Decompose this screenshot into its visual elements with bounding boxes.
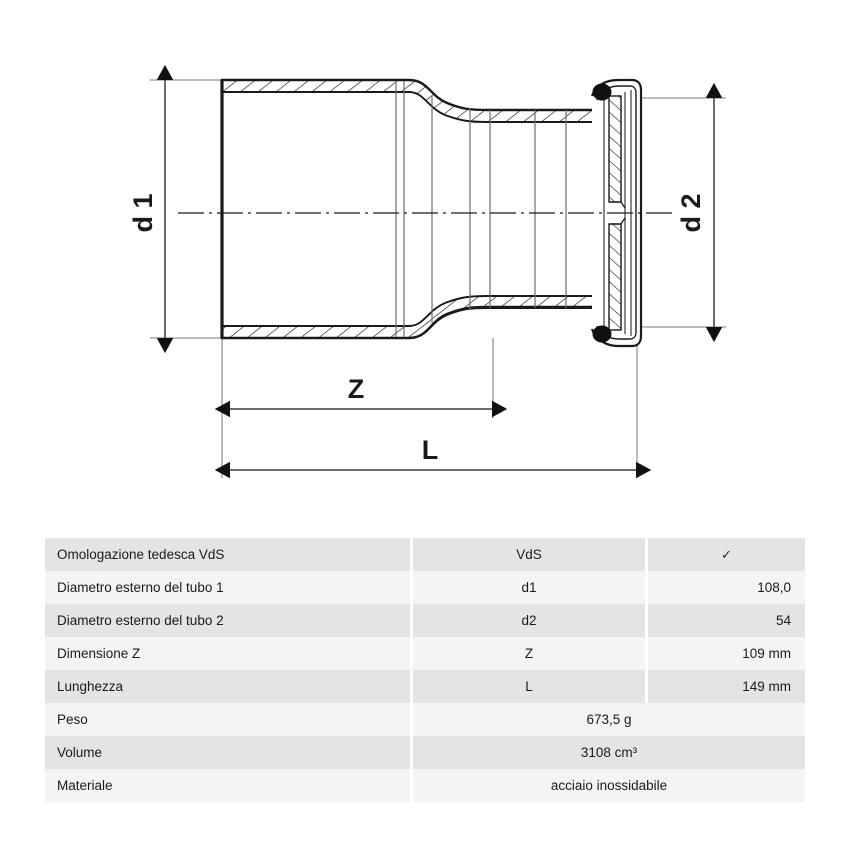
- table-row: [45, 571, 805, 604]
- o-ring-seal-bottom: [593, 326, 611, 342]
- table-row: [45, 538, 805, 571]
- spec-value: 3108 cm³: [413, 736, 805, 769]
- table-row: [45, 703, 805, 736]
- dimension-d2: [676, 98, 714, 327]
- spec-value: 149 mm: [648, 670, 805, 703]
- table-row: [45, 637, 805, 670]
- spec-value: acciaio inossidabile: [413, 769, 805, 802]
- table-row: [45, 736, 805, 769]
- dimension-label-d1: d 1: [128, 193, 158, 233]
- spec-value: 673,5 g: [413, 703, 805, 736]
- spec-label: Omologazione tedesca VdS: [45, 538, 410, 571]
- spec-value: 108,0: [648, 571, 805, 604]
- dimension-label-z: Z: [347, 374, 365, 404]
- spec-symbol: Z: [413, 637, 645, 670]
- dimension-label-l: L: [421, 435, 439, 465]
- table-row: [45, 769, 805, 802]
- dimension-l: [230, 435, 636, 470]
- spec-label: Lunghezza: [45, 670, 410, 703]
- spec-label: Peso: [45, 703, 410, 736]
- spec-value: 109 mm: [648, 637, 805, 670]
- spec-symbol: L: [413, 670, 645, 703]
- table-row: [45, 670, 805, 703]
- check-icon: ✓: [648, 538, 805, 571]
- spec-label: Diametro esterno del tubo 1: [45, 571, 410, 604]
- spec-label: Diametro esterno del tubo 2: [45, 604, 410, 637]
- spec-label: Materiale: [45, 769, 410, 802]
- o-ring-seal-top: [593, 84, 611, 100]
- dimension-label-d2: d 2: [676, 193, 706, 233]
- spec-symbol: d1: [413, 571, 645, 604]
- spec-label: Volume: [45, 736, 410, 769]
- spec-value: 54: [648, 604, 805, 637]
- dimension-z: [230, 374, 492, 409]
- specifications-table: [45, 538, 805, 802]
- table-row: [45, 604, 805, 637]
- spec-symbol: d2: [413, 604, 645, 637]
- spec-symbol: VdS: [413, 538, 645, 571]
- dimension-d1: [128, 80, 165, 338]
- spec-label: Dimensione Z: [45, 637, 410, 670]
